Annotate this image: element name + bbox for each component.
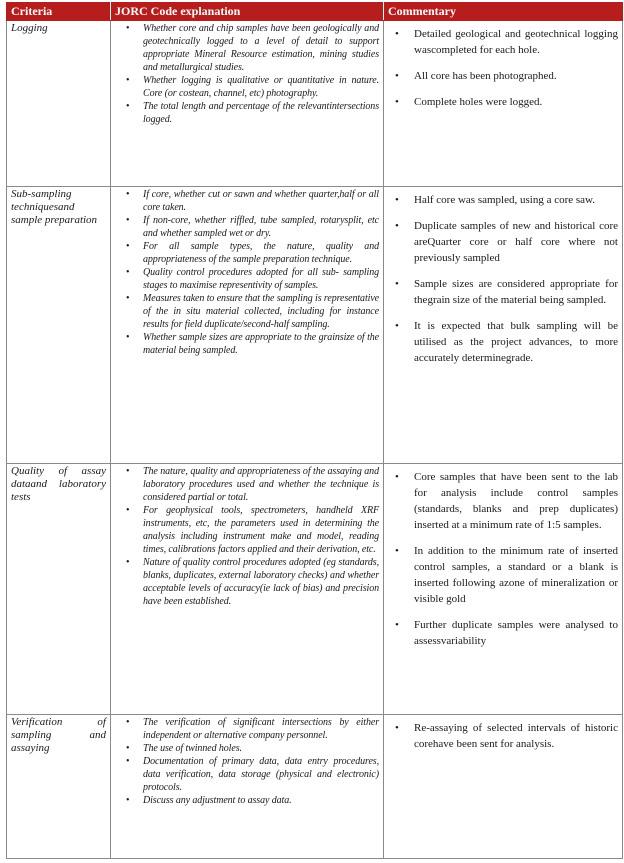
commentary-item: • Re-assaying of selected intervals of historic corehave been sent for analysis.	[414, 720, 618, 752]
explanation-item: • Measures taken to ensure that the sampling is representative of the in situ material collected, including for instance results for field duplicate/second-half sampling.	[143, 292, 379, 331]
explanation-list	[115, 188, 379, 357]
explanation-item: • Discuss any adjustment to assay data.	[143, 794, 379, 807]
criteria-cell: Logging	[7, 21, 111, 187]
commentary-list	[388, 720, 618, 752]
explanation-item: • If core, whether cut or sawn and whether quarter,half or all core taken.	[143, 188, 379, 214]
explanation-item: • For all sample types, the nature, quality and appropriateness of the sample preparation technique.	[143, 240, 379, 266]
commentary-cell	[384, 187, 623, 464]
commentary-item: • Duplicate samples of new and historical core areQuarter core or half core where not previously sampled	[414, 218, 618, 266]
jorc-table	[6, 2, 623, 859]
criteria-cell: Verification of sampling and assaying	[7, 715, 111, 859]
table-row-sub-sampling	[7, 187, 623, 464]
explanation-list	[115, 465, 379, 608]
explanation-cell	[111, 187, 384, 464]
explanation-item: • Quality control procedures adopted for all sub- sampling stages to maximise representivity of samples.	[143, 266, 379, 292]
explanation-item: • Whether logging is qualitative or quantitative in nature. Core (or costean, channel, etc) photography.	[143, 74, 379, 100]
criteria-cell: Quality of assay dataand laboratory tests	[7, 464, 111, 715]
commentary-item: • Half core was sampled, using a core saw.	[414, 192, 618, 208]
table-row-quality-of-assay	[7, 464, 623, 715]
table-row-logging	[7, 21, 623, 187]
explanation-item: • The use of twinned holes.	[143, 742, 379, 755]
explanation-item: • Documentation of primary data, data entry procedures, data verification, data storage (physical and electronic) protocols.	[143, 755, 379, 794]
commentary-item: • Complete holes were logged.	[414, 94, 618, 110]
explanation-cell	[111, 464, 384, 715]
explanation-cell	[111, 21, 384, 187]
explanation-item: • For geophysical tools, spectrometers, handheld XRF instruments, etc, the parameters used in determining the analysis including instrument make and model, reading times, calibrations factors applied and their derivation, etc.	[143, 504, 379, 556]
explanation-list	[115, 716, 379, 807]
commentary-item: • Core samples that have been sent to the lab for analysis include control samples (standards, blanks and prep duplicates) inserted at a minimum rate of 1:5 samples.	[414, 469, 618, 533]
commentary-list	[388, 26, 618, 110]
header-criteria: Criteria	[7, 3, 111, 21]
header-commentary: Commentary	[384, 3, 623, 21]
explanation-item: • The total length and percentage of the relevantintersections logged.	[143, 100, 379, 126]
commentary-list	[388, 469, 618, 649]
commentary-item: • Detailed geological and geotechnical logging wascompleted for each hole.	[414, 26, 618, 58]
explanation-item: • Nature of quality control procedures adopted (eg standards, blanks, duplicates, external laboratory checks) and whether acceptable levels of accuracy(ie lack of bias) and precision have been established.	[143, 556, 379, 608]
commentary-item: • Further duplicate samples were analysed to assessvariability	[414, 617, 618, 649]
explanation-item: • Whether sample sizes are appropriate to the grainsize of the material being sampled.	[143, 331, 379, 357]
commentary-item: • Sample sizes are considered appropriate for thegrain size of the material being sampled.	[414, 276, 618, 308]
explanation-item: • The nature, quality and appropriateness of the assaying and laboratory procedures used and whether the technique is considered partial or total.	[143, 465, 379, 504]
explanation-item: • The verification of significant intersections by either independent or alternative company personnel.	[143, 716, 379, 742]
table-row-verification	[7, 715, 623, 859]
commentary-cell	[384, 464, 623, 715]
commentary-cell	[384, 21, 623, 187]
commentary-item: • In addition to the minimum rate of inserted control samples, a standard or a blank is inserted following azone of mineralization or visible gold	[414, 543, 618, 607]
header-explanation: JORC Code explanation	[111, 3, 384, 21]
commentary-cell	[384, 715, 623, 859]
explanation-cell	[111, 715, 384, 859]
explanation-list	[115, 22, 379, 126]
commentary-item: • It is expected that bulk sampling will be utilised as the project advances, to more accurately determinegrade.	[414, 318, 618, 366]
header-row	[7, 3, 623, 21]
criteria-cell: Sub-sampling techniquesand sample preparation	[7, 187, 111, 464]
commentary-item: • All core has been photographed.	[414, 68, 618, 84]
explanation-item: • If non-core, whether riffled, tube sampled, rotarysplit, etc and whether sampled wet or dry.	[143, 214, 379, 240]
explanation-item: • Whether core and chip samples have been geologically and geotechnically logged to a level of detail to support appropriate Mineral Resource estimation, mining studies and metallurgical studies.	[143, 22, 379, 74]
commentary-list	[388, 192, 618, 366]
